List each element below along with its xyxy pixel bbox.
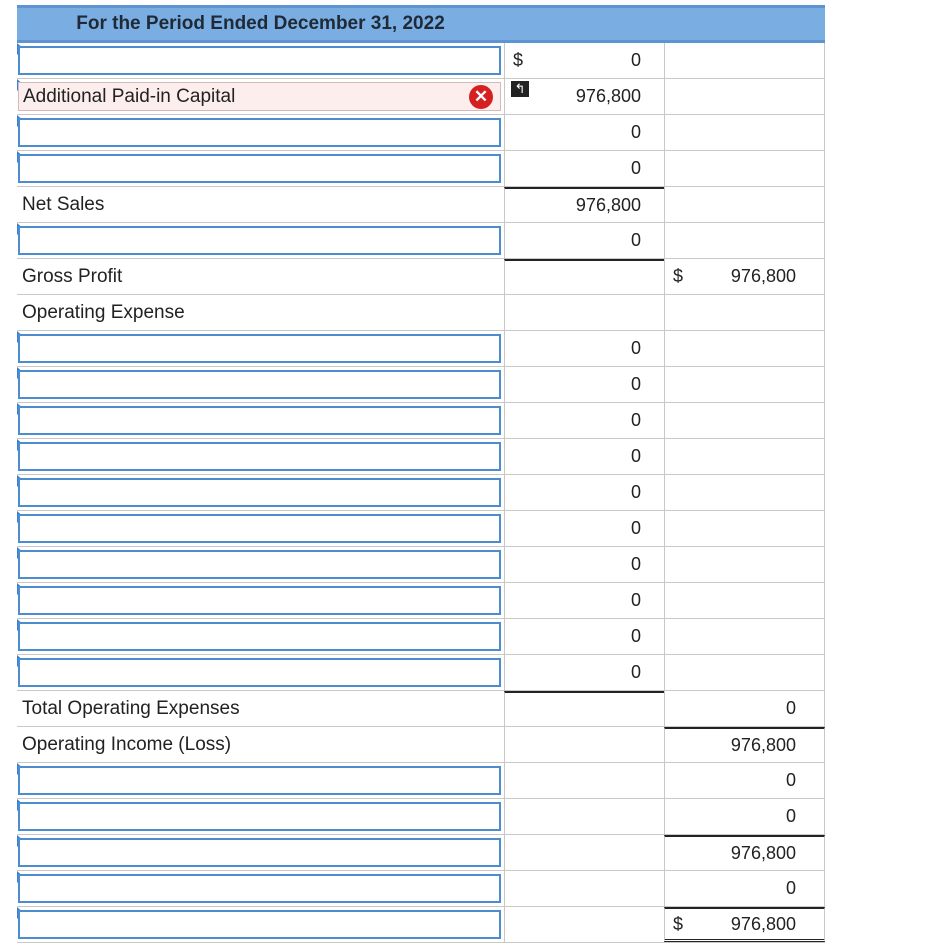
amount-value: 0 <box>630 518 641 538</box>
label-input[interactable] <box>18 46 501 75</box>
table-row <box>17 223 825 259</box>
input-value: Additional Paid-in Capital <box>23 86 236 107</box>
label-input[interactable] <box>18 118 501 147</box>
income-statement-sheet <box>17 5 825 943</box>
amount-value: 0 <box>630 626 641 646</box>
amount-value: 976,800 <box>730 843 796 863</box>
table-row <box>17 619 825 655</box>
label-input[interactable] <box>18 226 501 255</box>
amount-value: 0 <box>630 554 641 574</box>
label-input[interactable] <box>18 766 501 795</box>
table-row <box>17 799 825 835</box>
table-row <box>17 475 825 511</box>
amount-value: 0 <box>630 50 641 70</box>
label-input[interactable] <box>18 514 501 543</box>
label-input[interactable] <box>18 658 501 687</box>
table-row <box>17 331 825 367</box>
header-bar <box>17 5 825 43</box>
dollar-sign: $ <box>513 50 524 70</box>
dollar-sign: $ <box>673 913 684 934</box>
label-input[interactable] <box>18 802 501 831</box>
amount-value: 0 <box>630 410 641 430</box>
amount-value: 976,800 <box>575 195 641 215</box>
table-row <box>17 655 825 691</box>
amount-value: 0 <box>630 662 641 682</box>
amount-value: 0 <box>630 230 641 250</box>
label-input[interactable] <box>18 586 501 615</box>
table-row <box>17 259 825 295</box>
amount-value: 0 <box>630 158 641 178</box>
label-input[interactable] <box>18 550 501 579</box>
table-row <box>17 907 825 943</box>
close-x-icon[interactable]: ✕ <box>469 85 493 109</box>
amount-value: 976,800 <box>730 735 796 755</box>
amount-value: 0 <box>785 698 796 718</box>
row-label: Gross Profit <box>22 265 123 287</box>
table-row <box>17 79 825 115</box>
table-row <box>17 691 825 727</box>
table-row <box>17 835 825 871</box>
table-row <box>17 187 825 223</box>
label-input[interactable] <box>18 874 501 903</box>
table-row <box>17 295 825 331</box>
amount-value: 0 <box>630 446 641 466</box>
row-label: Operating Income (Loss) <box>22 733 232 755</box>
table-row <box>17 547 825 583</box>
table-row <box>17 367 825 403</box>
amount-value: 0 <box>785 806 796 826</box>
label-input[interactable] <box>18 334 501 363</box>
label-input[interactable] <box>18 442 501 471</box>
table-row <box>17 403 825 439</box>
table-row <box>17 115 825 151</box>
amount-value: 0 <box>785 878 796 898</box>
row-label: Operating Expense <box>22 301 185 323</box>
label-input[interactable] <box>18 154 501 183</box>
amount-value: 0 <box>630 374 641 394</box>
label-input[interactable] <box>18 370 501 399</box>
label-input[interactable] <box>18 838 501 867</box>
amount-value: 0 <box>630 338 641 358</box>
label-input[interactable] <box>18 82 501 111</box>
amount-value: 0 <box>785 770 796 790</box>
table-row <box>17 583 825 619</box>
table-row <box>17 763 825 799</box>
amount-value: 976,800 <box>730 266 796 286</box>
amount-value: 0 <box>630 590 641 610</box>
amount-value: 0 <box>630 482 641 502</box>
amount-value: 976,800 <box>730 913 796 934</box>
table-row <box>17 511 825 547</box>
amount-value: 976,800 <box>575 86 641 106</box>
dollar-sign: $ <box>673 266 684 286</box>
label-input[interactable] <box>18 478 501 507</box>
label-input[interactable] <box>18 622 501 651</box>
table-row <box>17 439 825 475</box>
table-row <box>17 871 825 907</box>
page-title: For the Period Ended December 31, 2022 <box>76 13 445 34</box>
table-row <box>17 727 825 763</box>
label-input[interactable] <box>18 406 501 435</box>
undo-arrow-icon[interactable]: ↰ <box>511 81 529 97</box>
table-row <box>17 43 825 79</box>
label-input[interactable] <box>18 910 501 939</box>
row-label: Total Operating Expenses <box>22 697 240 719</box>
table-row <box>17 151 825 187</box>
row-label: Net Sales <box>22 193 105 215</box>
amount-value: 0 <box>630 122 641 142</box>
